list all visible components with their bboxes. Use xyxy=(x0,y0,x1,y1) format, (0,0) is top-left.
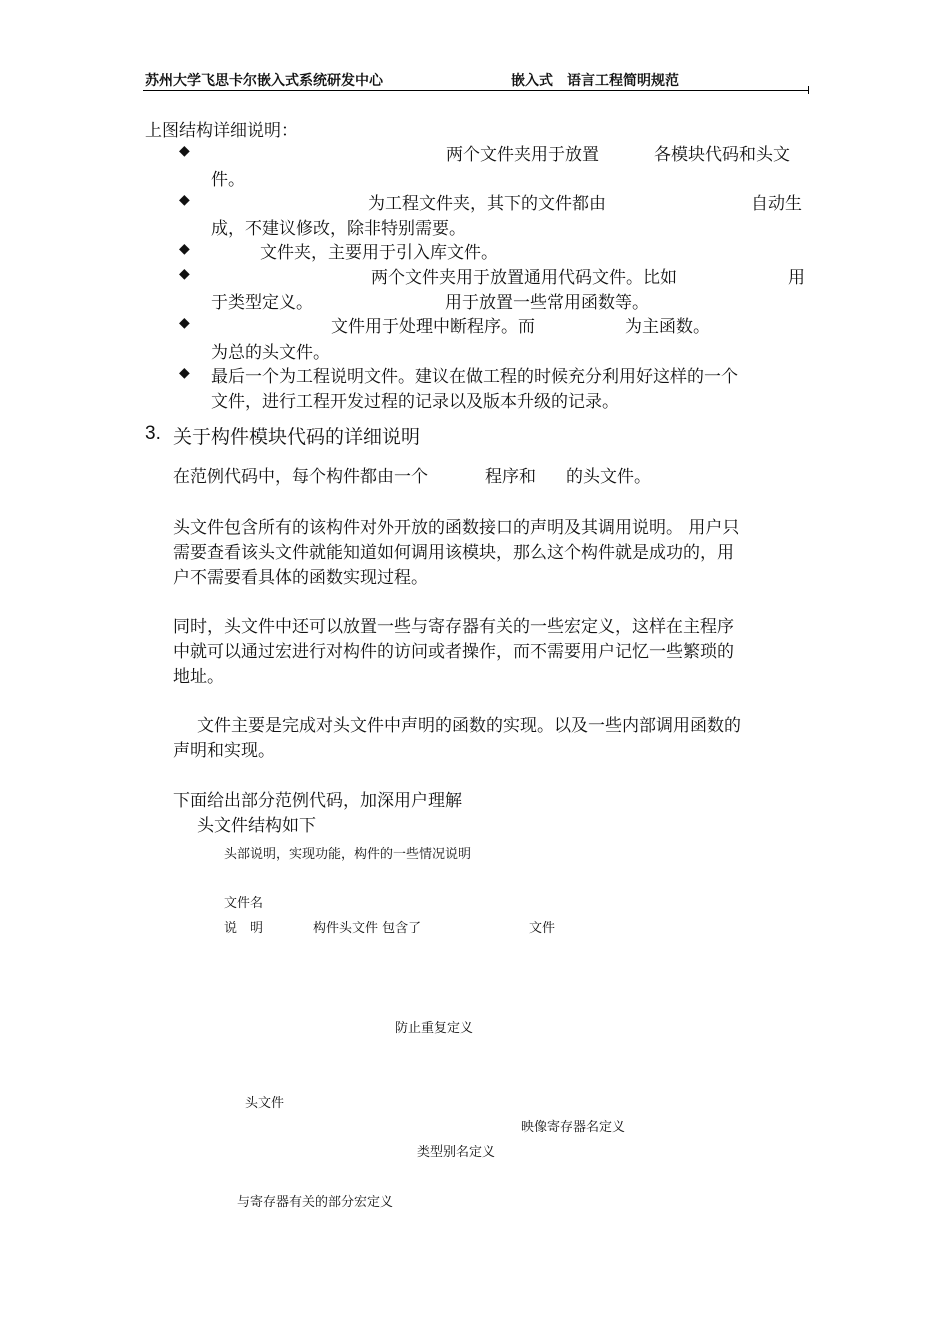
bullet-6-text: 文件，进行工程开发过程的记录以及版本升级的记录。 xyxy=(211,392,619,412)
bullet-1-text: 件。 xyxy=(211,170,245,190)
code-comment-type-alias: 类型别名定义 xyxy=(417,1145,496,1160)
header-left-title: 苏州大学飞思卡尔嵌入式系统研发中心 xyxy=(145,73,383,89)
paragraph-2-text: 需要查看该头文件就能知道如何调用该模块，那么这个构件就是成功的，用 xyxy=(173,543,734,563)
code-comment-include: 头文件 xyxy=(245,1096,285,1111)
paragraph-1-text: 的头文件。 xyxy=(566,467,651,487)
bullet-diamond-icon: ◆ xyxy=(179,266,190,282)
paragraph-1-text: 在范例代码中，每个构件都由一个 xyxy=(173,467,428,487)
bullet-4-text: 两个文件夹用于放置通用代码文件。比如 xyxy=(371,268,677,288)
paragraph-4-text: 文件主要是完成对头文件中声明的函数的实现。以及一些内部调用函数的 xyxy=(197,716,741,736)
bullet-1-text: 两个文件夹用于放置 xyxy=(446,145,599,165)
code-comment-desc-b: 文件 xyxy=(529,921,556,936)
paragraph-3-text: 地址。 xyxy=(173,667,224,687)
bullet-2-text: 为工程文件夹，其下的文件都由 xyxy=(368,194,606,214)
bullet-diamond-icon: ◆ xyxy=(179,365,190,381)
paragraph-5-text: 头文件结构如下 xyxy=(197,816,316,836)
code-comment-filename: 文件名 xyxy=(224,896,264,911)
header-divider-tick xyxy=(808,86,809,94)
paragraph-1-text: 程序和 xyxy=(485,467,536,487)
bullet-3-text: 文件夹，主要用于引入库文件。 xyxy=(260,243,498,263)
paragraph-4-text: 声明和实现。 xyxy=(173,741,275,761)
bullet-4-text: 于类型定义。 xyxy=(211,293,313,313)
code-comment-header-desc: 头部说明，实现功能，构件的一些情况说明 xyxy=(224,847,472,862)
code-comment-reg-macro: 与寄存器有关的部分宏定义 xyxy=(237,1195,394,1210)
header-divider xyxy=(143,90,808,91)
bullet-2-text: 成，不建议修改，除非特别需要。 xyxy=(211,219,466,239)
bullet-1-text: 各模块代码和头文 xyxy=(654,145,790,165)
bullet-5-text: 为总的头文件。 xyxy=(211,343,330,363)
code-comment-reg-map: 映像寄存器名定义 xyxy=(521,1120,626,1135)
bullet-2-text: 自动生 xyxy=(751,194,802,214)
code-comment-desc-label: 说 明 xyxy=(224,921,264,936)
bullet-5-text: 为主函数。 xyxy=(625,317,710,337)
bullet-4-text: 用于放置一些常用函数等。 xyxy=(445,293,649,313)
code-comment-desc-a: 构件头文件 包含了 xyxy=(313,921,422,936)
bullet-4-text: 用 xyxy=(788,268,805,288)
bullet-6-text: 最后一个为工程说明文件。建议在做工程的时候充分利用好这样的一个 xyxy=(211,367,738,387)
paragraph-3-text: 中就可以通过宏进行对构件的访问或者操作，而不需要用户记忆一些繁琐的 xyxy=(173,642,734,662)
intro-text: 上图结构详细说明： xyxy=(145,121,298,141)
paragraph-5-text: 下面给出部分范例代码，加深用户理解 xyxy=(173,791,462,811)
bullet-diamond-icon: ◆ xyxy=(179,192,190,208)
code-comment-guard: 防止重复定义 xyxy=(395,1021,474,1036)
paragraph-2-text: 头文件包含所有的该构件对外开放的函数接口的声明及其调用说明。 用户只 xyxy=(173,518,740,538)
section-title: 关于构件模块代码的详细说明 xyxy=(173,426,421,448)
paragraph-3-text: 同时，头文件中还可以放置一些与寄存器有关的一些宏定义，这样在主程序 xyxy=(173,617,734,637)
bullet-diamond-icon: ◆ xyxy=(179,315,190,331)
bullet-5-text: 文件用于处理中断程序。而 xyxy=(331,317,535,337)
section-number: 3. xyxy=(145,423,161,444)
bullet-diamond-icon: ◆ xyxy=(179,241,190,257)
header-right-title: 嵌入式 语言工程简明规范 xyxy=(511,73,679,89)
bullet-diamond-icon: ◆ xyxy=(179,143,190,159)
paragraph-2-text: 户不需要看具体的函数实现过程。 xyxy=(173,568,428,588)
